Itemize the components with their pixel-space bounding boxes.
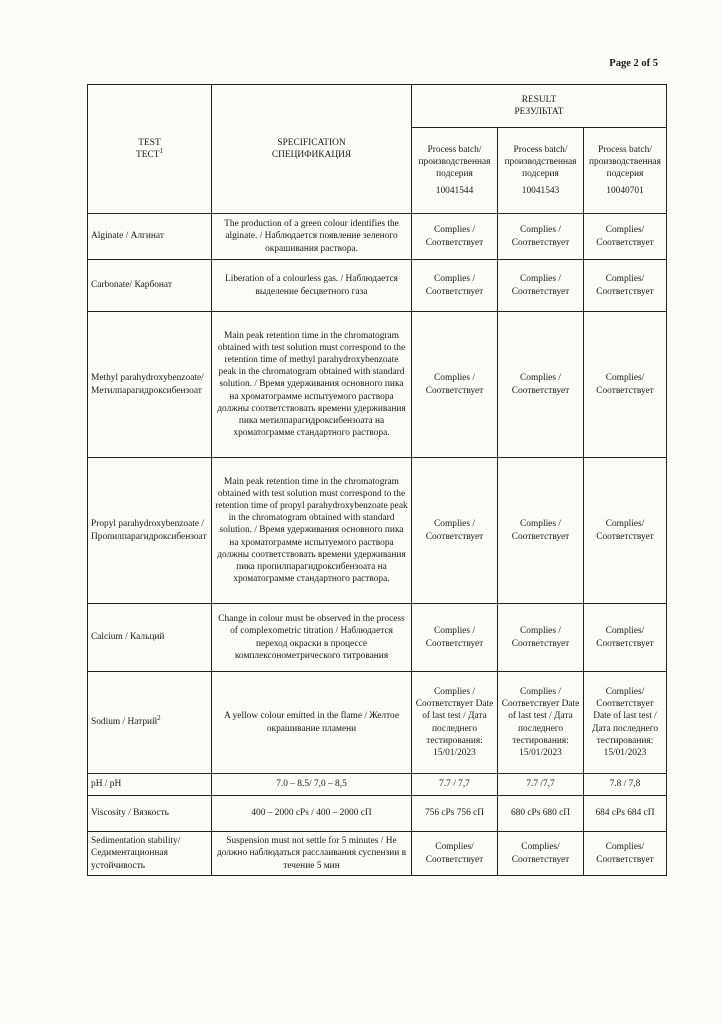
- result-cell: 684 cPs 684 сП: [584, 796, 667, 832]
- result-cell: Complies/ Соответствует: [584, 458, 667, 604]
- result-cell: Complies / Соответствует: [412, 312, 498, 458]
- specification-cell: A yellow colour emitted in the flame / Желтое окрашивание пламени: [212, 672, 412, 774]
- result-cell: Complies/ Соответствует: [584, 604, 667, 672]
- batch-header-1: Process batch/ производственная подсерия 10041544: [412, 128, 498, 214]
- test-name: Sedimentation stability/ Седиментационная устойчивость: [88, 832, 212, 876]
- test-name: Sodium / Натрий$^2$: [88, 672, 212, 774]
- result-cell: Complies / Соответствует Date of last test / Дата последнего тестирования: 15/01/2023: [412, 672, 498, 774]
- result-cell: 7.7 / 7,7: [412, 774, 498, 796]
- page-number: Page 2 of 5: [609, 58, 658, 69]
- specification-cell: Change in colour must be observed in the process of complexometric titration / Наблюдается переход окраски в процессе комплексонометрического титрования: [212, 604, 412, 672]
- specification-cell: The production of a green colour identifies the alginate. / Наблюдается появление зеленого окрашивания раствора.: [212, 214, 412, 260]
- result-cell: Complies / Соответствует: [498, 260, 584, 312]
- specification-cell: Suspension must not settle for 5 minutes / Не должно наблюдаться расслаивания суспензии в течение 5 мин: [212, 832, 412, 876]
- result-cell: Complies/ Соответствует: [584, 214, 667, 260]
- result-cell: Complies/ Соответствует: [498, 832, 584, 876]
- result-cell: Complies / Соответствует: [498, 312, 584, 458]
- result-cell: Complies / Соответствует: [412, 604, 498, 672]
- table-row: [88, 312, 667, 458]
- table-row: [88, 672, 667, 774]
- result-cell: Complies/ Соответствует: [584, 832, 667, 876]
- result-cell: Complies / Соответствует: [412, 260, 498, 312]
- test-name: Methyl parahydroxybenzoate/ Метилпарагидроксибензоат: [88, 312, 212, 458]
- table-row: [88, 458, 667, 604]
- specification-cell: Main peak retention time in the chromatogram obtained with test solution must correspond to the retention time of methyl parahydroxybenzoate peak in the chromatogram obtained with standard solution. / Время удерживания основного пика на хроматограмме испытуемого раствора должны соответствовать времени удерживания пика метилпарагидроксибензоата на хроматограмме стандартного раствора.: [212, 312, 412, 458]
- result-cell: Complies / Соответствует: [498, 458, 584, 604]
- test-name: Calcium / Кальций: [88, 604, 212, 672]
- result-cell: Complies/ Соответствует: [584, 260, 667, 312]
- test-name: pH / pH: [88, 774, 212, 796]
- test-results-table: [87, 84, 667, 876]
- test-name: Alginate / Алгинат: [88, 214, 212, 260]
- table-row: [88, 214, 667, 260]
- table-row: [88, 604, 667, 672]
- specification-cell: Liberation of a colourless gas. / Наблюдается выделение бесцветного газа: [212, 260, 412, 312]
- column-header-specification: SPECIFICATION СПЕЦИФИКАЦИЯ: [212, 85, 412, 214]
- result-cell: 680 cPs 680 сП: [498, 796, 584, 832]
- result-cell: 7.8 / 7,8: [584, 774, 667, 796]
- result-cell: 756 cPs 756 сП: [412, 796, 498, 832]
- result-cell: Complies/ Соответствует: [584, 312, 667, 458]
- specification-cell: 400 – 2000 cPs / 400 – 2000 сП: [212, 796, 412, 832]
- column-header-result: RESULT РЕЗУЛЬТАТ: [412, 85, 667, 128]
- result-cell: Complies / Соответствует: [498, 214, 584, 260]
- table-row: [88, 832, 667, 876]
- result-cell: Complies / Соответствует: [412, 214, 498, 260]
- test-name: Viscosity / Вязкость: [88, 796, 212, 832]
- result-cell: Complies / Соответствует Date of last test / Дата последнего тестирования: 15/01/2023: [498, 672, 584, 774]
- column-header-test: TEST ТЕСТ$^1$: [88, 85, 212, 214]
- result-cell: Complies/ Соответствует Date of last test / Дата последнего тестирования: 15/01/2023: [584, 672, 667, 774]
- test-name: Propyl parahydroxybenzoate / Пропилпарагидроксибензоат: [88, 458, 212, 604]
- batch-header-2: Process batch/ производственная подсерия 10041543: [498, 128, 584, 214]
- table-row: [88, 774, 667, 796]
- specification-cell: Main peak retention time in the chromatogram obtained with test solution must correspond to the retention time of propyl parahydroxybenzoate peak in the chromatogram obtained with standard solution. / Время удерживания основного пика на хроматограмме испытуемого раствора должны соответствовать времени удерживания пика пропилпарагидроксибензоата на хроматограмме стандартного раствора.: [212, 458, 412, 604]
- specification-cell: 7.0 – 8.5/ 7,0 – 8,5: [212, 774, 412, 796]
- test-name: Carbonate/ Карбонат: [88, 260, 212, 312]
- batch-header-3: Process batch/ производственная подсерия 10040701: [584, 128, 667, 214]
- table-row: [88, 260, 667, 312]
- table-row: [88, 796, 667, 832]
- result-cell: 7.7 /7,7: [498, 774, 584, 796]
- result-cell: Complies / Соответствует: [498, 604, 584, 672]
- result-cell: Complies / Соответствует: [412, 458, 498, 604]
- result-cell: Complies/ Соответствует: [412, 832, 498, 876]
